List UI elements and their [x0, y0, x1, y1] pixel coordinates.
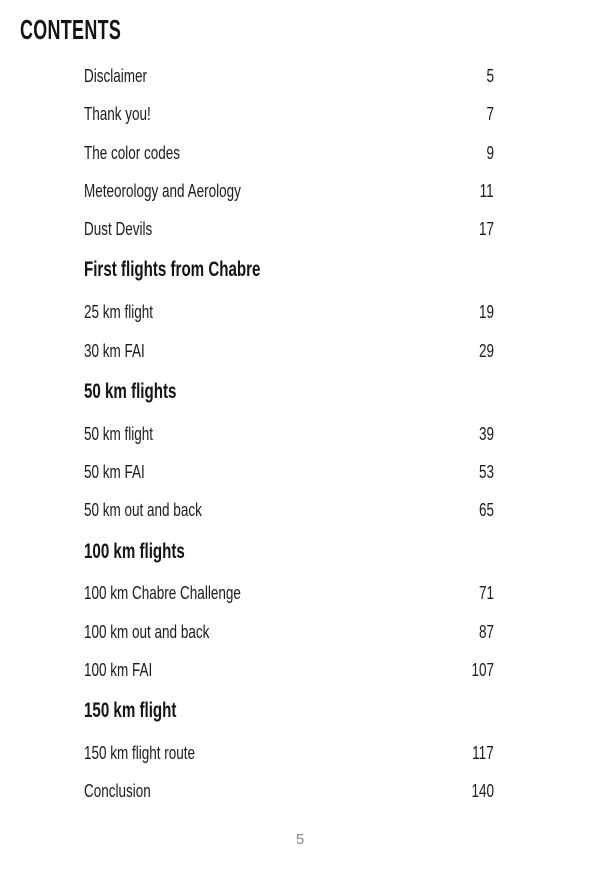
- toc-entry: [84, 622, 494, 660]
- toc-entry-page-number: 140: [471, 781, 494, 802]
- toc-entry-page-number: 19: [478, 302, 494, 323]
- page-title: CONTENTS: [20, 14, 122, 45]
- toc-entry-label: 100 km out and back: [84, 621, 210, 642]
- toc-entry-page-number: 117: [472, 743, 494, 764]
- toc-entry-page-number: 5: [486, 66, 494, 86]
- toc-entry-label: Conclusion: [84, 781, 151, 802]
- toc-entry-label: 50 km flight: [84, 423, 154, 444]
- toc-entry-page-number: 17: [478, 219, 494, 240]
- toc-entry: [84, 500, 494, 538]
- toc-section-label: First flights from Chabre: [84, 258, 261, 282]
- table-of-contents: [84, 66, 494, 820]
- toc-entry-page-number: 53: [478, 461, 494, 482]
- toc-entry: [84, 583, 494, 621]
- toc-entry: [84, 781, 494, 819]
- toc-entry-label: 25 km flight: [84, 302, 154, 323]
- toc-entry-label: The color codes: [84, 142, 181, 163]
- toc-section-label: 150 km flight: [84, 699, 177, 723]
- toc-entry-page-number: 39: [478, 423, 494, 444]
- toc-entry-page-number: 107: [471, 659, 494, 680]
- toc-section-heading: [84, 698, 494, 743]
- toc-entry: [84, 424, 494, 462]
- toc-entry-label: Meteorology and Aerology: [84, 180, 241, 201]
- toc-entry-label: 30 km FAI: [84, 340, 145, 361]
- toc-entry-label: Disclaimer: [84, 66, 148, 86]
- toc-entry: [84, 181, 494, 219]
- toc-entry-page-number: 87: [478, 621, 494, 642]
- toc-entry-page-number: 29: [478, 340, 494, 361]
- toc-entry: [84, 660, 494, 698]
- toc-section-heading: [84, 257, 494, 302]
- toc-entry-label: 100 km FAI: [84, 659, 153, 680]
- toc-section-label: 50 km flights: [84, 379, 177, 403]
- toc-entry-page-number: 7: [486, 104, 494, 125]
- toc-entry: [84, 219, 494, 257]
- toc-entry-label: Thank you!: [84, 104, 151, 125]
- toc-entry-label: 150 km flight route: [84, 743, 196, 764]
- toc-section-heading: [84, 539, 494, 584]
- toc-entry-label: 50 km FAI: [84, 461, 145, 482]
- toc-entry-page-number: 9: [486, 142, 494, 163]
- toc-entry-page-number: 65: [478, 500, 494, 521]
- toc-entry: [84, 143, 494, 181]
- toc-entry: [84, 341, 494, 379]
- toc-section-heading: [84, 379, 494, 424]
- toc-entry-page-number: 11: [479, 180, 494, 201]
- footer-page-number: 5: [295, 831, 305, 848]
- toc-entry: [84, 66, 494, 104]
- toc-entry: [84, 743, 494, 781]
- toc-entry-label: 100 km Chabre Challenge: [84, 583, 241, 604]
- toc-entry-label: Dust Devils: [84, 219, 153, 240]
- toc-entry-label: 50 km out and back: [84, 500, 202, 521]
- toc-entry: [84, 302, 494, 340]
- toc-entry: [84, 104, 494, 142]
- toc-entry: [84, 462, 494, 500]
- toc-entry-page-number: 71: [478, 583, 494, 604]
- toc-section-label: 100 km flights: [84, 539, 185, 563]
